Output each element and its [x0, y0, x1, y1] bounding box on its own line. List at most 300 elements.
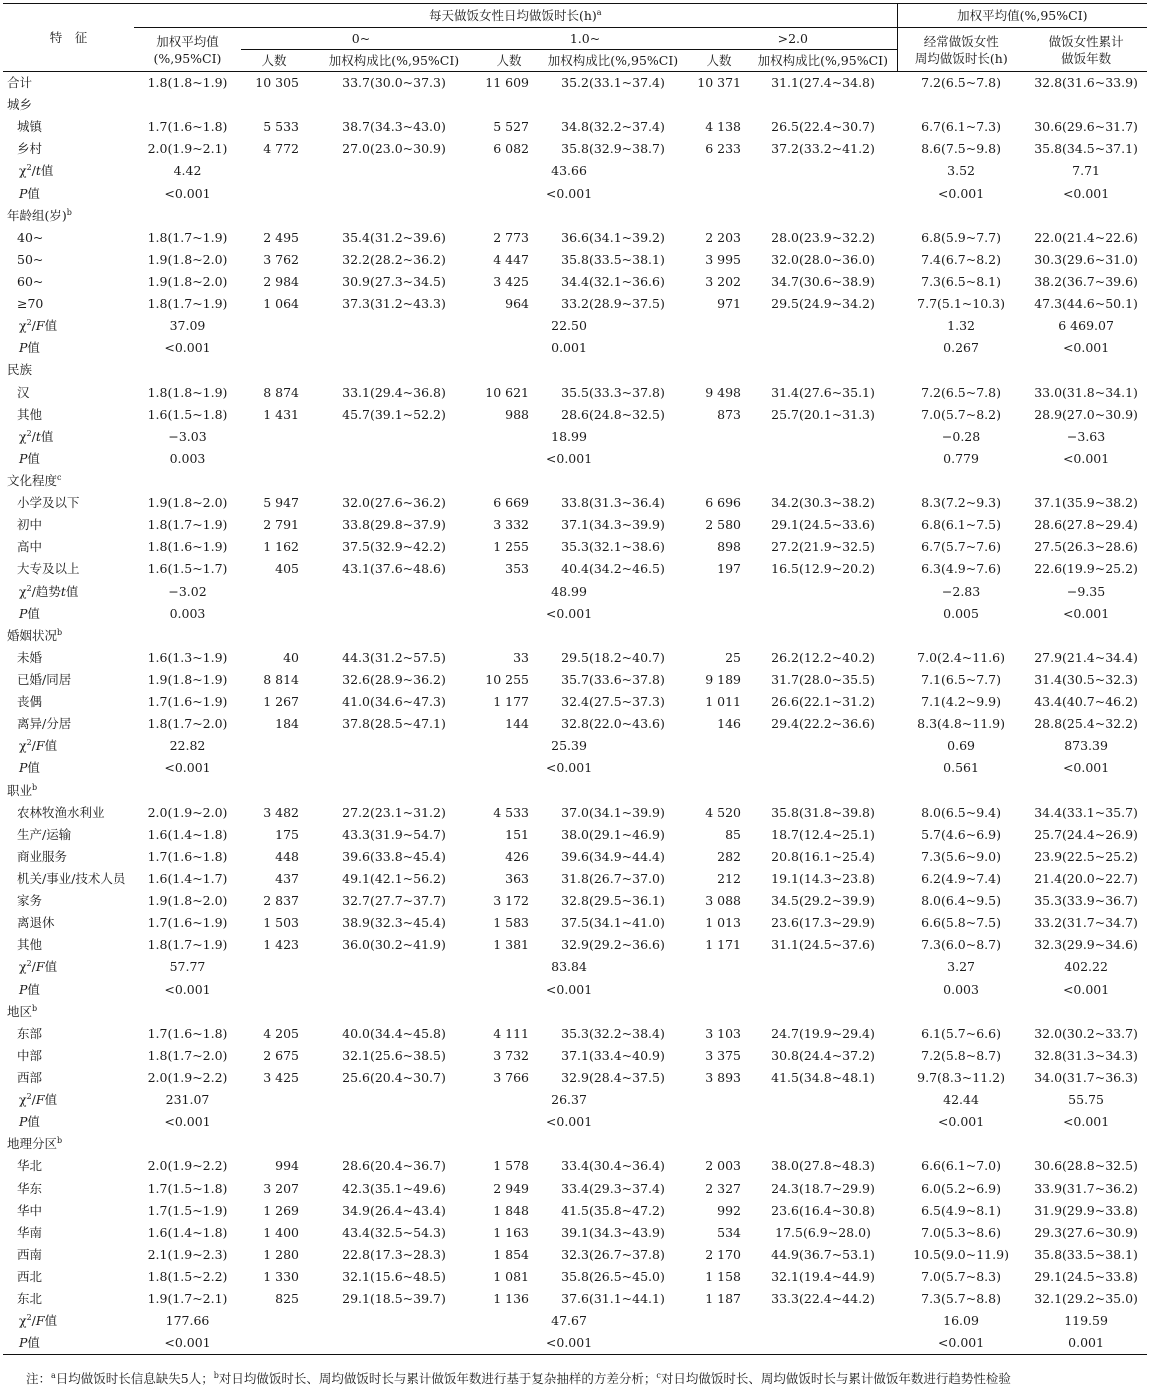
cell-weekly-hours: 7.3(6.5~8.1) — [921, 274, 1001, 290]
cell-n-band-0: 3 207 — [263, 1180, 299, 1196]
cell-pct-band-2: 17.5(6.9~28.0) — [775, 1224, 871, 1240]
cell-n-band-2: 2 580 — [705, 517, 741, 533]
stat-row — [3, 1310, 1147, 1332]
stat-distribution: <0.001 — [545, 760, 593, 776]
header-band-1: 1.0~ — [481, 28, 689, 50]
stat-weekly-hours: 1.32 — [947, 318, 975, 334]
cell-n-band-2: 9 498 — [705, 384, 741, 400]
table-row — [3, 1067, 1147, 1089]
cell-pct-band-0: 41.0(34.6~47.3) — [342, 694, 446, 710]
cell-pct-band-1: 37.5(34.1~41.0) — [561, 915, 665, 931]
stat-cooking-years: 873.39 — [1064, 738, 1108, 754]
table-row — [3, 1244, 1147, 1266]
category-label: 民族 — [7, 362, 33, 378]
stat-weighted-mean: <0.001 — [164, 340, 211, 356]
cell-weighted-mean: 1.7(1.5~1.8) — [147, 1180, 228, 1196]
cell-pct-band-0: 33.8(29.8~37.9) — [342, 517, 446, 533]
stat-row — [3, 426, 1147, 448]
stat-distribution: <0.001 — [545, 605, 593, 621]
stat-row — [3, 1332, 1147, 1355]
cell-n-band-2: 3 995 — [705, 251, 741, 267]
cell-cooking-years: 35.3(33.9~36.7) — [1034, 893, 1138, 909]
cell-n-band-1: 353 — [505, 561, 529, 577]
stat-distribution: <0.001 — [241, 1332, 897, 1355]
cell-n-band-0: 10 305 — [255, 75, 299, 91]
stat-row — [3, 315, 1147, 337]
cell-pct-band-0: 49.1(42.1~56.2) — [342, 870, 446, 886]
cell-pct-band-1: 32.9(28.4~37.5) — [561, 1069, 665, 1085]
stat-weighted-mean: 4.42 — [173, 163, 202, 179]
cell-n-band-2: 25 — [725, 649, 741, 665]
cell-weighted-mean: 1.7(1.6~1.9) — [147, 915, 228, 931]
cell-n-band-0: 5 533 — [263, 119, 299, 135]
cell-pct-band-0: 32.1(25.6~38.5) — [342, 1047, 446, 1063]
cell-n-band-2: 1 171 — [705, 937, 741, 953]
table-row — [3, 72, 1147, 95]
stat-weighted-mean: <0.001 — [164, 981, 211, 997]
stat-row — [3, 956, 1147, 978]
cell-pct-band-2: 23.6(16.4~30.8) — [771, 1202, 875, 1218]
row-label: 华南 — [17, 1224, 43, 1240]
stat-cooking-years: −9.35 — [1066, 583, 1106, 599]
cell-pct-band-0: 25.6(20.4~30.7) — [342, 1069, 446, 1085]
table-row — [3, 691, 1147, 713]
stat-distribution: 47.67 — [551, 1313, 587, 1329]
table-row — [3, 116, 1147, 138]
cell-n-band-0: 2 675 — [263, 1047, 299, 1063]
stat-weighted-mean: 177.66 — [165, 1313, 210, 1329]
cell-weighted-mean: 1.8(1.7~1.9) — [147, 296, 228, 312]
cell-pct-band-2: 33.3(22.4~44.2) — [771, 1291, 875, 1307]
stat-weekly-hours: 0.003 — [943, 981, 979, 997]
stat-weighted-mean: 231.07 — [165, 1092, 210, 1108]
cell-pct-band-0: 45.7(39.1~52.2) — [342, 406, 446, 422]
cell-weekly-hours: 8.0(6.4~9.5) — [921, 893, 1001, 909]
cell-n-band-1: 11 609 — [485, 75, 529, 91]
cell-pct-band-0: 32.6(28.9~36.2) — [342, 672, 446, 687]
cell-weekly-hours: 8.6(7.5~9.8) — [921, 141, 1001, 157]
cell-n-band-0: 4 772 — [263, 141, 299, 157]
cell-pct-band-1: 37.1(33.4~40.9) — [561, 1047, 665, 1063]
stat-label: P值 — [19, 605, 40, 621]
table-row — [3, 802, 1147, 824]
cell-n-band-0: 175 — [275, 826, 299, 842]
header-weekly-hours: 经常做饭女性 周均做饭时长(h) — [897, 28, 1025, 72]
cell-weighted-mean: 1.6(1.3~1.9) — [147, 649, 228, 665]
stat-distribution: 22.50 — [551, 318, 587, 334]
cell-n-band-0: 994 — [275, 1158, 299, 1174]
cell-weighted-mean: 1.9(1.8~2.0) — [147, 893, 228, 909]
cell-pct-band-1: 37.6(31.1~44.1) — [561, 1291, 665, 1307]
cell-pct-band-2: 32.1(19.4~44.9) — [771, 1268, 875, 1284]
row-label: 东部 — [17, 1025, 43, 1041]
row-label: 中部 — [17, 1047, 43, 1063]
stat-weighted-mean: 57.77 — [169, 959, 206, 975]
cell-n-band-0: 3 482 — [263, 804, 299, 820]
cell-weighted-mean: 1.8(1.7~2.0) — [147, 716, 228, 732]
cell-n-band-2: 873 — [717, 406, 741, 422]
stat-weighted-mean: <0.001 — [164, 185, 211, 201]
cell-weekly-hours: 6.2(4.9~7.4) — [921, 870, 1001, 886]
cell-pct-band-1: 35.8(32.9~38.7) — [561, 141, 665, 157]
cell-n-band-2: 6 233 — [705, 141, 741, 157]
cell-pct-band-2: 37.2(33.2~41.2) — [771, 141, 875, 157]
stat-weekly-hours: <0.001 — [937, 1114, 985, 1130]
cell-pct-band-2: 31.1(27.4~34.8) — [771, 75, 875, 91]
cell-weighted-mean: 1.9(1.8~2.0) — [147, 251, 228, 267]
stat-weekly-hours: 0.005 — [943, 605, 979, 621]
row-label: 离退休 — [17, 915, 55, 931]
category-label: 职业$^b$ — [7, 782, 38, 798]
cell-n-band-0: 1 267 — [263, 694, 299, 710]
cell-pct-band-2: 34.2(30.3~38.2) — [771, 495, 875, 511]
cell-weighted-mean: 1.7(1.6~1.8) — [147, 1025, 228, 1041]
cell-cooking-years: 33.2(31.7~34.7) — [1034, 915, 1138, 931]
cell-n-band-1: 426 — [505, 848, 529, 864]
header-band-2: >2.0 — [689, 28, 897, 50]
cell-pct-band-2: 24.7(19.9~29.4) — [771, 1025, 875, 1041]
table-row — [3, 824, 1147, 846]
row-label: 家务 — [17, 893, 43, 909]
stat-cooking-years: 0.001 — [1025, 1332, 1147, 1355]
cell-n-band-2: 1 013 — [705, 915, 741, 931]
cell-pct-band-2: 19.1(14.3~23.8) — [771, 870, 875, 886]
stat-weekly-hours: 0.69 — [947, 738, 975, 754]
cell-cooking-years: 47.3(44.6~50.1) — [1034, 296, 1138, 312]
stat-cooking-years: <0.001 — [1062, 340, 1110, 356]
cell-pct-band-2: 31.1(24.5~37.6) — [771, 937, 875, 953]
cell-n-band-2: 3 103 — [705, 1025, 741, 1041]
category-row — [3, 470, 1147, 492]
cell-pct-band-1: 33.8(31.3~36.4) — [561, 495, 665, 511]
cell-n-band-2: 2 327 — [705, 1180, 741, 1196]
stat-cooking-years: <0.001 — [1062, 981, 1110, 997]
cell-n-band-1: 2 773 — [493, 229, 529, 245]
cell-n-band-0: 1 423 — [263, 937, 299, 953]
cell-n-band-1: 4 111 — [493, 1025, 529, 1041]
row-label: 50~ — [17, 251, 44, 267]
table-row — [3, 1155, 1147, 1177]
cell-n-band-2: 971 — [717, 296, 741, 312]
table-row — [3, 404, 1147, 426]
cell-pct-band-2: 26.2(12.2~40.2) — [771, 649, 875, 665]
table-row — [3, 934, 1147, 956]
cell-pct-band-2: 24.3(18.7~29.9) — [771, 1180, 875, 1196]
row-label: 华北 — [17, 1158, 43, 1174]
cell-cooking-years: 35.8(34.5~37.1) — [1034, 141, 1138, 157]
category-row — [3, 780, 1147, 802]
cell-weighted-mean: 2.0(1.9~2.0) — [147, 804, 228, 820]
cell-cooking-years: 38.2(36.7~39.6) — [1034, 274, 1138, 290]
stat-row — [3, 160, 1147, 182]
cell-n-band-0: 3 762 — [263, 251, 299, 267]
cell-n-band-2: 4 138 — [705, 119, 741, 135]
stat-label: P值 — [19, 340, 40, 356]
cell-weekly-hours: 6.0(5.2~6.9) — [921, 1180, 1001, 1196]
stat-weekly-hours: <0.001 — [897, 1332, 1025, 1355]
cell-pct-band-1: 32.9(29.2~36.6) — [561, 937, 665, 953]
cell-n-band-1: 1 578 — [493, 1158, 529, 1174]
cell-pct-band-0: 42.3(35.1~49.6) — [342, 1180, 446, 1196]
stat-cooking-years: <0.001 — [1062, 1114, 1110, 1130]
cell-weighted-mean: 2.0(1.9~2.2) — [147, 1158, 228, 1174]
cell-pct-band-1: 35.3(32.1~38.6) — [561, 539, 665, 555]
stat-label: P值 — [19, 981, 40, 997]
cell-n-band-1: 1 583 — [493, 915, 529, 931]
cell-weighted-mean: 2.1(1.9~2.3) — [147, 1246, 228, 1262]
stat-label: $\chi^2/F$值 — [19, 1313, 58, 1329]
cell-pct-band-2: 34.7(30.6~38.9) — [771, 274, 875, 290]
cell-weighted-mean: 1.7(1.6~1.9) — [147, 694, 228, 710]
cell-cooking-years: 32.8(31.6~33.9) — [1034, 75, 1138, 91]
category-label: 文化程度$^c$ — [7, 472, 62, 489]
cell-pct-band-0: 32.0(27.6~36.2) — [342, 495, 446, 511]
cell-pct-band-0: 38.9(32.3~45.4) — [342, 915, 446, 931]
cell-n-band-1: 1 854 — [493, 1246, 529, 1262]
cell-weighted-mean: 1.8(1.8~1.9) — [147, 384, 228, 400]
table-row — [3, 492, 1147, 514]
category-row — [3, 94, 1147, 116]
cell-cooking-years: 22.0(21.4~22.6) — [1034, 229, 1138, 245]
cell-n-band-1: 144 — [505, 716, 529, 732]
cell-cooking-years: 30.3(29.6~31.0) — [1034, 251, 1138, 267]
cell-n-band-0: 1 162 — [263, 539, 299, 555]
cell-weekly-hours: 7.0(5.3~8.6) — [921, 1224, 1001, 1240]
cell-pct-band-1: 28.6(24.8~32.5) — [561, 406, 665, 422]
cell-pct-band-1: 34.8(32.2~37.4) — [561, 119, 665, 135]
cell-n-band-1: 1 136 — [493, 1291, 529, 1307]
cell-n-band-2: 10 371 — [697, 75, 741, 91]
cell-n-band-0: 2 791 — [263, 517, 299, 533]
table-row — [3, 249, 1147, 271]
cell-pct-band-2: 18.7(12.4~25.1) — [771, 826, 875, 842]
table-row — [3, 912, 1147, 934]
cell-weighted-mean: 2.0(1.9~2.1) — [147, 141, 228, 157]
cell-pct-band-1: 40.4(34.2~46.5) — [561, 561, 665, 577]
cell-pct-band-0: 44.3(31.2~57.5) — [342, 649, 446, 665]
stat-label: P值 — [3, 1332, 134, 1355]
table-row — [3, 713, 1147, 735]
cell-cooking-years: 32.0(30.2~33.7) — [1034, 1025, 1138, 1041]
cell-cooking-years: 21.4(20.0~22.7) — [1034, 870, 1138, 886]
cell-pct-band-1: 39.1(34.3~43.9) — [561, 1224, 665, 1240]
header-group-title: 每天做饭女性日均做饭时长$(h)^a$ — [134, 4, 897, 28]
header-feature: 特 征 — [3, 4, 134, 72]
cell-weighted-mean: 1.9(1.8~1.9) — [147, 672, 228, 687]
cell-pct-band-1: 36.6(34.1~39.2) — [561, 229, 665, 245]
cell-weighted-mean: 1.8(1.6~1.9) — [147, 539, 228, 555]
table-row — [3, 1266, 1147, 1288]
cell-weighted-mean: 1.6(1.4~1.8) — [147, 826, 228, 842]
cell-weekly-hours: 8.3(7.2~9.3) — [921, 495, 1001, 511]
cell-n-band-1: 964 — [505, 296, 529, 312]
cell-weighted-mean: 1.8(1.7~2.0) — [147, 1047, 228, 1063]
stat-weekly-hours: 3.27 — [947, 959, 975, 975]
row-label: 高中 — [17, 539, 43, 555]
table-row — [3, 382, 1147, 404]
cell-n-band-1: 988 — [505, 406, 529, 422]
stat-row — [3, 581, 1147, 603]
table-row — [3, 536, 1147, 558]
cell-n-band-0: 184 — [275, 716, 299, 732]
stat-row — [3, 448, 1147, 470]
row-label: 乡村 — [17, 141, 43, 157]
cell-pct-band-1: 37.0(34.1~39.9) — [561, 804, 665, 820]
cell-pct-band-2: 31.7(28.0~35.5) — [771, 672, 875, 687]
table-row — [3, 1222, 1147, 1244]
cell-pct-band-0: 43.4(32.5~54.3) — [342, 1224, 446, 1240]
category-row — [3, 205, 1147, 227]
table-row — [3, 846, 1147, 868]
table-row — [3, 293, 1147, 315]
cell-pct-band-1: 37.1(34.3~39.9) — [561, 517, 665, 533]
cell-pct-band-0: 30.9(27.3~34.5) — [342, 274, 446, 290]
cell-cooking-years: 33.0(31.8~34.1) — [1034, 384, 1138, 400]
cell-pct-band-2: 34.5(29.2~39.9) — [771, 893, 875, 909]
cell-pct-band-0: 29.1(18.5~39.7) — [342, 1291, 446, 1307]
stat-label: P值 — [19, 1114, 40, 1130]
cell-n-band-2: 2 170 — [705, 1246, 741, 1262]
stat-cooking-years: 119.59 — [1064, 1313, 1108, 1329]
cell-n-band-1: 3 766 — [493, 1069, 529, 1085]
stat-label: P值 — [19, 450, 40, 466]
stat-weekly-hours: 0.267 — [943, 340, 979, 356]
cell-cooking-years: 34.4(33.1~35.7) — [1034, 804, 1138, 820]
stat-weighted-mean: <0.001 — [164, 1114, 211, 1130]
cell-pct-band-0: 37.8(28.5~47.1) — [342, 716, 446, 732]
cell-pct-band-1: 41.5(35.8~47.2) — [561, 1202, 665, 1218]
cell-weekly-hours: 7.7(5.1~10.3) — [917, 296, 1005, 312]
cell-pct-band-0: 27.0(23.0~30.9) — [342, 141, 446, 157]
stat-cooking-years: <0.001 — [1062, 605, 1110, 621]
stat-distribution: 83.84 — [551, 959, 587, 975]
cell-n-band-2: 6 696 — [705, 495, 741, 511]
cell-cooking-years: 37.1(35.9~38.2) — [1034, 495, 1138, 511]
cell-pct-band-1: 38.0(29.1~46.9) — [561, 826, 665, 842]
table-row — [3, 1288, 1147, 1310]
cell-pct-band-1: 35.3(32.2~38.4) — [561, 1025, 665, 1041]
row-label: 西北 — [17, 1268, 43, 1284]
cell-weekly-hours: 8.3(4.8~11.9) — [917, 716, 1005, 732]
row-label: 其他 — [17, 937, 43, 953]
table-row — [3, 1200, 1147, 1222]
cell-pct-band-2: 28.0(23.9~32.2) — [771, 229, 875, 245]
table-row — [3, 890, 1147, 912]
stat-cooking-years: 55.75 — [1068, 1092, 1104, 1108]
cell-cooking-years: 31.9(29.9~33.8) — [1034, 1202, 1138, 1218]
cell-pct-band-1: 29.5(18.2~40.7) — [561, 649, 665, 665]
table-row — [3, 1177, 1147, 1199]
category-label: 地区$^b$ — [7, 1003, 38, 1019]
cell-n-band-0: 437 — [275, 870, 299, 886]
cell-n-band-1: 151 — [505, 826, 529, 842]
cell-pct-band-2: 29.4(22.2~36.6) — [771, 716, 875, 732]
stat-weekly-hours: 0.561 — [943, 760, 979, 776]
row-label: 农林牧渔水利业 — [17, 804, 105, 820]
cell-pct-band-1: 35.2(33.1~37.4) — [561, 75, 665, 91]
row-label: 大专及以上 — [17, 561, 80, 577]
cell-pct-band-0: 33.1(29.4~36.8) — [342, 384, 446, 400]
table-row — [3, 138, 1147, 160]
cell-n-band-0: 1 269 — [263, 1202, 299, 1218]
cell-weighted-mean: 1.6(1.4~1.8) — [147, 1224, 228, 1240]
category-row — [3, 625, 1147, 647]
cell-n-band-0: 1 280 — [263, 1246, 299, 1262]
cell-weighted-mean: 2.0(1.9~2.2) — [147, 1069, 228, 1085]
cell-pct-band-0: 35.4(31.2~39.6) — [342, 229, 446, 245]
cell-weekly-hours: 7.3(5.6~9.0) — [921, 848, 1001, 864]
table-row — [3, 669, 1147, 691]
cell-pct-band-2: 29.1(24.5~33.6) — [771, 517, 875, 533]
row-label: 离异/分居 — [17, 716, 72, 732]
cell-n-band-1: 33 — [513, 649, 529, 665]
cell-n-band-2: 3 375 — [705, 1047, 741, 1063]
row-label: 60~ — [17, 274, 44, 290]
cell-n-band-0: 1 064 — [263, 296, 299, 312]
cell-pct-band-0: 28.6(20.4~36.7) — [342, 1158, 446, 1174]
cell-cooking-years: 32.8(31.3~34.3) — [1034, 1047, 1138, 1063]
cell-pct-band-0: 27.2(23.1~31.2) — [342, 804, 446, 820]
cell-pct-band-1: 32.8(22.0~43.6) — [561, 716, 665, 732]
header-pct-band-0: 加权构成比(%,95%CI) — [307, 50, 481, 72]
cell-n-band-0: 8 814 — [263, 672, 299, 687]
stat-weighted-mean: 0.003 — [169, 450, 206, 466]
cell-n-band-1: 10 255 — [485, 672, 529, 687]
cell-pct-band-2: 16.5(12.9~20.2) — [771, 561, 875, 577]
row-label: 东北 — [17, 1291, 43, 1307]
cell-n-band-1: 5 527 — [493, 119, 529, 135]
cell-n-band-2: 898 — [717, 539, 741, 555]
header-weighted-group: 加权平均值(%,95%CI) — [897, 4, 1147, 28]
header-weighted-mean: 加权平均值 (%,95%CI) — [134, 28, 241, 72]
stat-distribution: <0.001 — [545, 1114, 593, 1130]
stat-weekly-hours: 42.44 — [943, 1092, 979, 1108]
cell-pct-band-2: 30.8(24.4~37.2) — [771, 1047, 875, 1063]
table-row — [3, 514, 1147, 536]
cell-weighted-mean: 1.8(1.5~2.2) — [147, 1268, 228, 1284]
stat-weekly-hours: 3.52 — [947, 163, 975, 179]
cell-n-band-1: 6 669 — [493, 495, 529, 511]
cell-pct-band-1: 32.4(27.5~37.3) — [561, 694, 665, 710]
cell-pct-band-0: 33.7(30.0~37.3) — [342, 75, 446, 91]
stat-weekly-hours: −2.83 — [941, 583, 981, 599]
row-label: 合计 — [7, 75, 33, 91]
cell-n-band-2: 212 — [717, 870, 741, 886]
cell-weighted-mean: 1.7(1.5~1.9) — [147, 1202, 228, 1218]
cell-weekly-hours: 9.7(8.3~11.2) — [917, 1069, 1005, 1085]
cell-pct-band-1: 35.8(26.5~45.0) — [561, 1268, 665, 1284]
stat-weekly-hours: <0.001 — [937, 185, 985, 201]
cell-pct-band-2: 35.8(31.8~39.8) — [771, 804, 875, 820]
cell-pct-band-2: 25.7(20.1~31.3) — [771, 406, 875, 422]
cell-n-band-2: 3 202 — [705, 274, 741, 290]
row-label: 已婚/同居 — [17, 672, 72, 687]
cell-n-band-1: 10 621 — [485, 384, 529, 400]
cell-pct-band-0: 43.1(37.6~48.6) — [342, 561, 446, 577]
stat-label: $\chi^2/t$值 — [19, 428, 54, 444]
cell-pct-band-1: 32.3(26.7~37.8) — [561, 1246, 665, 1262]
cell-pct-band-2: 31.4(27.6~35.1) — [771, 384, 875, 400]
cell-pct-band-1: 35.7(33.6~37.8) — [561, 672, 665, 687]
stat-distribution: 0.001 — [551, 340, 587, 356]
cell-cooking-years: 25.7(24.4~26.9) — [1034, 826, 1138, 842]
stat-cooking-years: −3.63 — [1066, 428, 1106, 444]
stat-label: $\chi^2/F$值 — [19, 738, 58, 754]
cell-n-band-1: 3 425 — [493, 274, 529, 290]
header-group-title-sup: a — [596, 7, 602, 17]
cell-pct-band-0: 36.0(30.2~41.9) — [342, 937, 446, 953]
row-label: 生产/运输 — [17, 826, 72, 842]
